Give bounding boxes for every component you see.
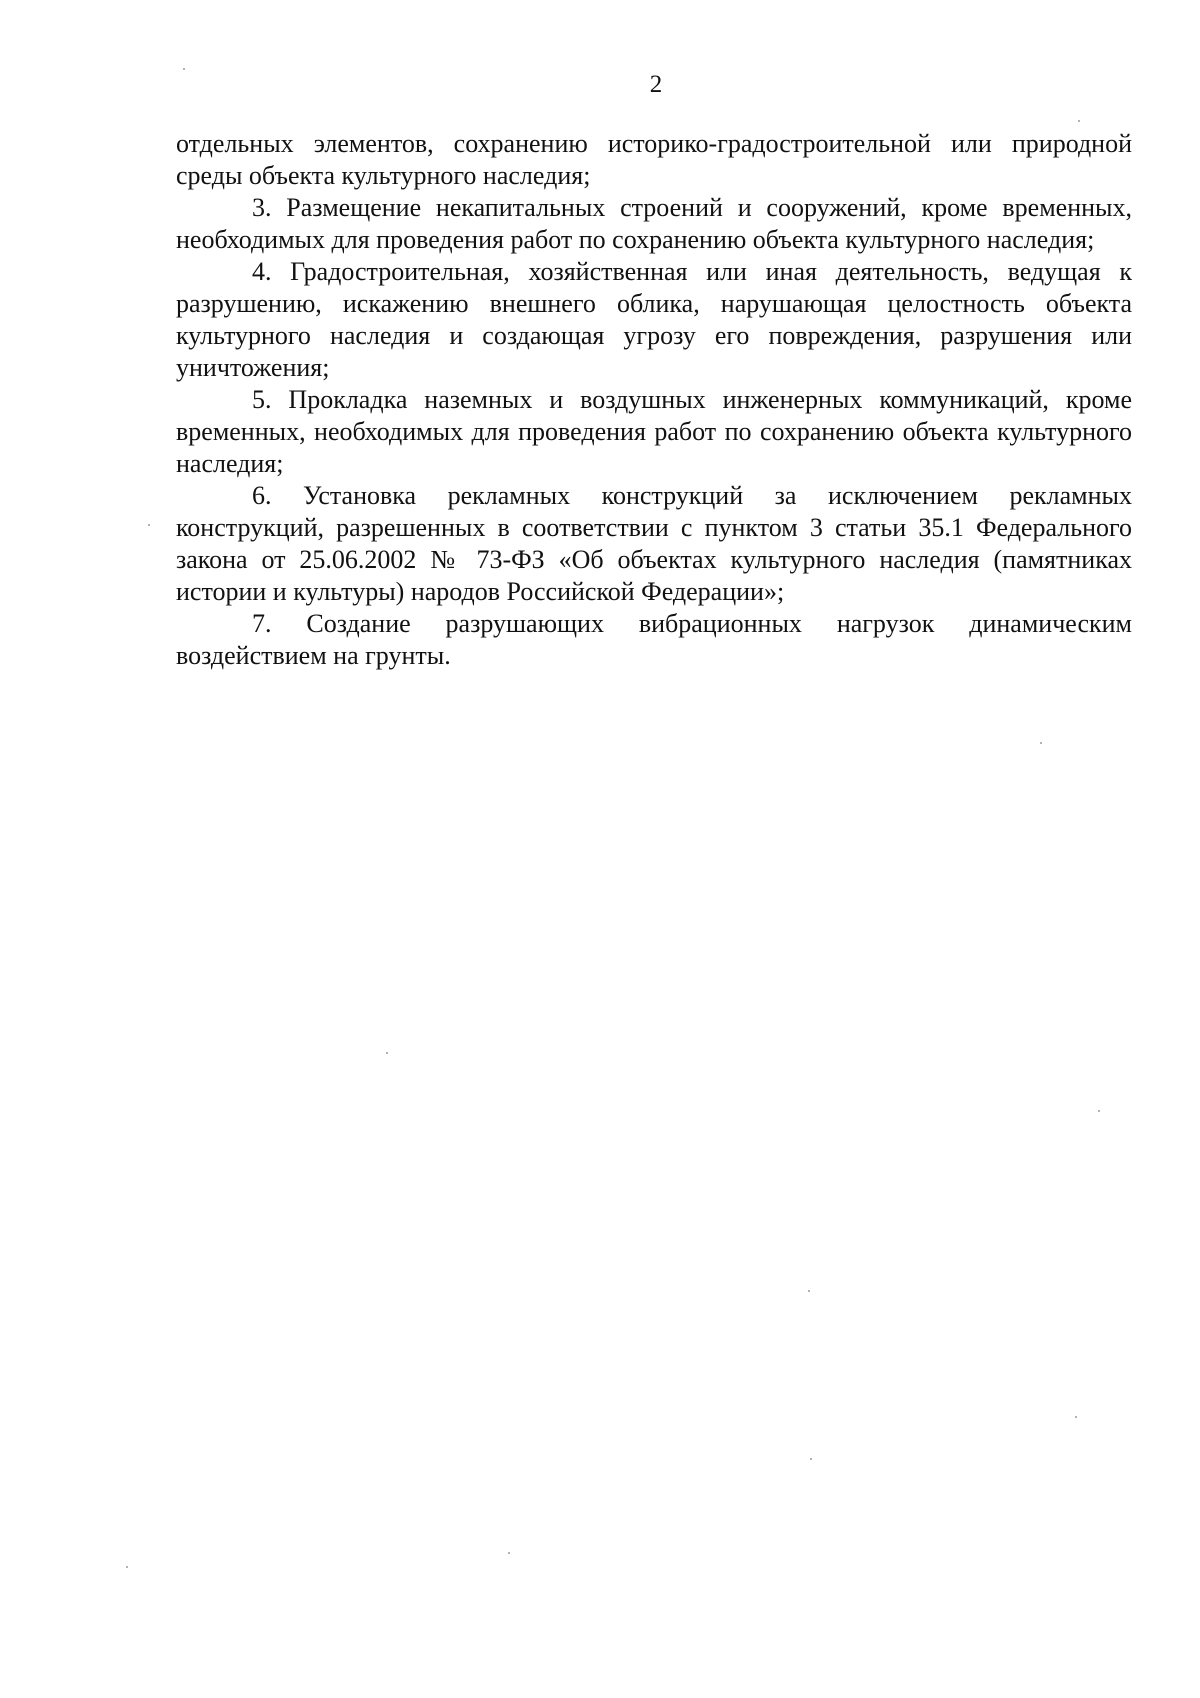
paragraph-item-6: 6. Установка рекламных конструкций за исключением рекламных конструкций, разрешенных в соответствии с пунктом 3 статьи 35.1 Федерального закона от 25.06.2002 № 73-ФЗ «Об объектах культурного наследия (памятниках истории и культуры) народов Российской Федерации»; xyxy=(176,481,1132,606)
scan-speck xyxy=(183,68,185,70)
paragraph-item-7: 7. Создание разрушающих вибрационных нагрузок динамическим воздействием на грунты. xyxy=(176,609,1132,670)
scan-speck xyxy=(126,1566,128,1568)
scan-speck xyxy=(1075,1416,1077,1418)
scan-speck xyxy=(508,1552,510,1554)
paragraph-continuation: отдельных элементов, сохранению историко-градостроительной или природной среды объекта культурного наследия; xyxy=(176,129,1132,190)
scan-speck xyxy=(1078,120,1080,122)
paragraph-item-5: 5. Прокладка наземных и воздушных инженерных коммуникаций, кроме временных, необходимых для проведения работ по сохранению объекта культурного наследия; xyxy=(176,385,1132,478)
paragraph-item-4: 4. Градостроительная, хозяйственная или иная деятельность, ведущая к разрушению, искажению внешнего облика, нарушающая целостность объекта культурного наследия и создающая угрозу его повреждения, разрушения или уничтожения; xyxy=(176,257,1132,382)
scan-speck xyxy=(1098,1110,1100,1112)
scan-speck xyxy=(386,1052,388,1054)
page-number: 2 xyxy=(649,71,663,98)
scan-speck xyxy=(810,1458,812,1460)
scan-speck xyxy=(808,1290,810,1292)
scan-speck xyxy=(148,524,150,526)
document-body xyxy=(176,128,1132,672)
paragraph-item-3: 3. Размещение некапитальных строений и сооружений, кроме временных, необходимых для проведения работ по сохранению объекта культурного наследия; xyxy=(176,193,1132,254)
scan-speck xyxy=(1040,742,1042,744)
